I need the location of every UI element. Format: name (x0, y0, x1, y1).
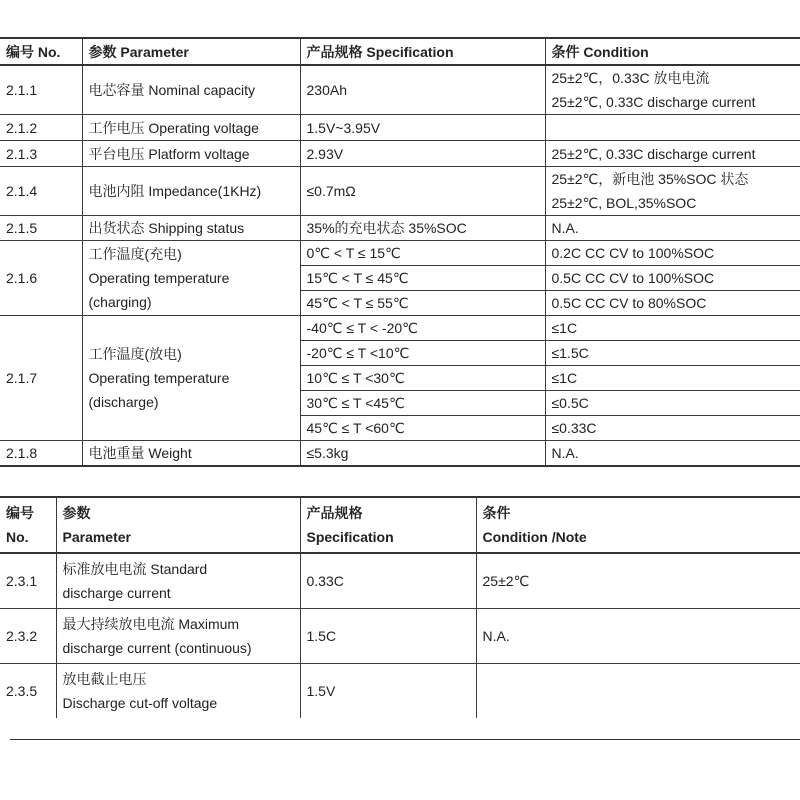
param-line: Operating temperature (88, 270, 230, 286)
row-parameter: 电池内阻 Impedance(1KHz) (82, 167, 300, 216)
row-no: 2.1.3 (0, 141, 82, 167)
header-specification: 产品规格 Specification (300, 38, 545, 65)
row-condition: ≤0.33C (545, 416, 800, 441)
row-parameter: 工作电压 Operating voltage (82, 115, 300, 141)
row-no: 2.3.1 (0, 553, 56, 608)
condition-line: 25±2℃, 0.33C discharge current (551, 94, 756, 110)
row-no: 2.1.2 (0, 115, 82, 141)
row-spec: 30℃ ≤ T <45℃ (300, 391, 545, 416)
header-line: Parameter (62, 529, 131, 545)
table-header-row (0, 497, 800, 553)
page-divider (10, 739, 800, 740)
table-row (0, 141, 800, 167)
row-condition: ≤1C (545, 366, 800, 391)
param-line: 工作温度(充电) (88, 246, 182, 262)
row-condition: 0.5C CC CV to 80%SOC (545, 291, 800, 316)
row-condition (545, 115, 800, 141)
table-row (0, 608, 800, 663)
row-condition: 0.2C CC CV to 100%SOC (545, 241, 800, 266)
header-line: 编号 (6, 505, 34, 521)
param-line: 最大持续放电电流 Maximum (62, 615, 240, 632)
param-line: discharge current (62, 584, 171, 601)
table-row (0, 241, 800, 266)
row-spec: ≤0.7mΩ (300, 167, 545, 216)
row-spec: 0℃ < T ≤ 15℃ (300, 241, 545, 266)
row-spec: 45℃ < T ≤ 55℃ (300, 291, 545, 316)
table-row (0, 663, 800, 718)
row-no: 2.1.7 (0, 316, 82, 441)
header-line: No. (6, 529, 29, 545)
row-parameter (56, 553, 300, 608)
row-spec: 1.5V (300, 663, 476, 718)
discharge-spec-table (0, 496, 800, 718)
table-row (0, 441, 800, 467)
row-condition: ≤0.5C (545, 391, 800, 416)
row-condition: N.A. (476, 608, 800, 663)
row-condition (545, 65, 800, 115)
header-parameter: 参数 Parameter (82, 38, 300, 65)
row-spec: 45℃ ≤ T <60℃ (300, 416, 545, 441)
param-line: 放电截止电压 (62, 670, 147, 687)
row-condition: 0.5C CC CV to 100%SOC (545, 266, 800, 291)
header-line: Condition /Note (482, 529, 587, 545)
row-spec: ≤5.3kg (300, 441, 545, 467)
row-condition: ≤1.5C (545, 341, 800, 366)
row-spec: 10℃ ≤ T <30℃ (300, 366, 545, 391)
row-spec: 0.33C (300, 553, 476, 608)
param-line: 工作温度(放电) (88, 346, 182, 362)
row-parameter (56, 608, 300, 663)
row-condition: N.A. (545, 216, 800, 241)
param-line: discharge current (continuous) (62, 639, 252, 656)
row-no: 2.1.8 (0, 441, 82, 467)
condition-line: 25±2℃, BOL,35%SOC (551, 195, 697, 211)
header-no (0, 497, 56, 553)
header-no: 编号 No. (0, 38, 82, 65)
row-spec: 1.5C (300, 608, 476, 663)
row-spec: 1.5V~3.95V (300, 115, 545, 141)
row-spec: -20℃ ≤ T <10℃ (300, 341, 545, 366)
row-spec: -40℃ ≤ T < -20℃ (300, 316, 545, 341)
param-line: (charging) (88, 294, 152, 310)
table-row (0, 65, 800, 115)
row-condition: ≤1C (545, 316, 800, 341)
row-no: 2.1.6 (0, 241, 82, 316)
row-no: 2.1.1 (0, 65, 82, 115)
header-specification (300, 497, 476, 553)
row-no: 2.3.5 (0, 663, 56, 718)
row-no: 2.1.4 (0, 167, 82, 216)
row-spec: 15℃ < T ≤ 45℃ (300, 266, 545, 291)
row-parameter: 电池重量 Weight (82, 441, 300, 467)
row-condition (476, 663, 800, 718)
row-no: 2.1.5 (0, 216, 82, 241)
row-spec: 2.93V (300, 141, 545, 167)
header-line: 产品规格 (306, 505, 363, 521)
header-parameter (56, 497, 300, 553)
param-line: Operating temperature (88, 370, 230, 386)
condition-line: 25±2℃，新电池 35%SOC 状态 (551, 171, 749, 187)
row-parameter (82, 316, 300, 441)
header-condition (476, 497, 800, 553)
table-row (0, 167, 800, 216)
row-spec: 35%的充电状态 35%SOC (300, 216, 545, 241)
row-condition: N.A. (545, 441, 800, 467)
table-row (0, 553, 800, 608)
row-condition (545, 167, 800, 216)
param-line: Discharge cut-off voltage (62, 694, 218, 711)
header-line: Specification (306, 529, 394, 545)
row-condition: 25±2℃, 0.33C discharge current (545, 141, 800, 167)
table-row (0, 216, 800, 241)
row-spec: 230Ah (300, 65, 545, 115)
header-condition: 条件 Condition (545, 38, 800, 65)
row-condition: 25±2℃ (476, 553, 800, 608)
param-line: 标准放电电流 Standard (62, 560, 208, 577)
row-parameter: 出货状态 Shipping status (82, 216, 300, 241)
table-row (0, 115, 800, 141)
param-line: (discharge) (88, 394, 159, 410)
table-header-row (0, 38, 800, 65)
row-parameter (82, 241, 300, 316)
row-parameter: 平台电压 Platform voltage (82, 141, 300, 167)
row-parameter: 电芯容量 Nominal capacity (82, 65, 300, 115)
battery-spec-table (0, 37, 800, 467)
row-no: 2.3.2 (0, 608, 56, 663)
row-parameter (56, 663, 300, 718)
condition-line: 25±2℃，0.33C 放电电流 (551, 70, 710, 86)
header-line: 条件 (482, 505, 511, 521)
table-row (0, 316, 800, 341)
header-line: 参数 (62, 505, 91, 521)
